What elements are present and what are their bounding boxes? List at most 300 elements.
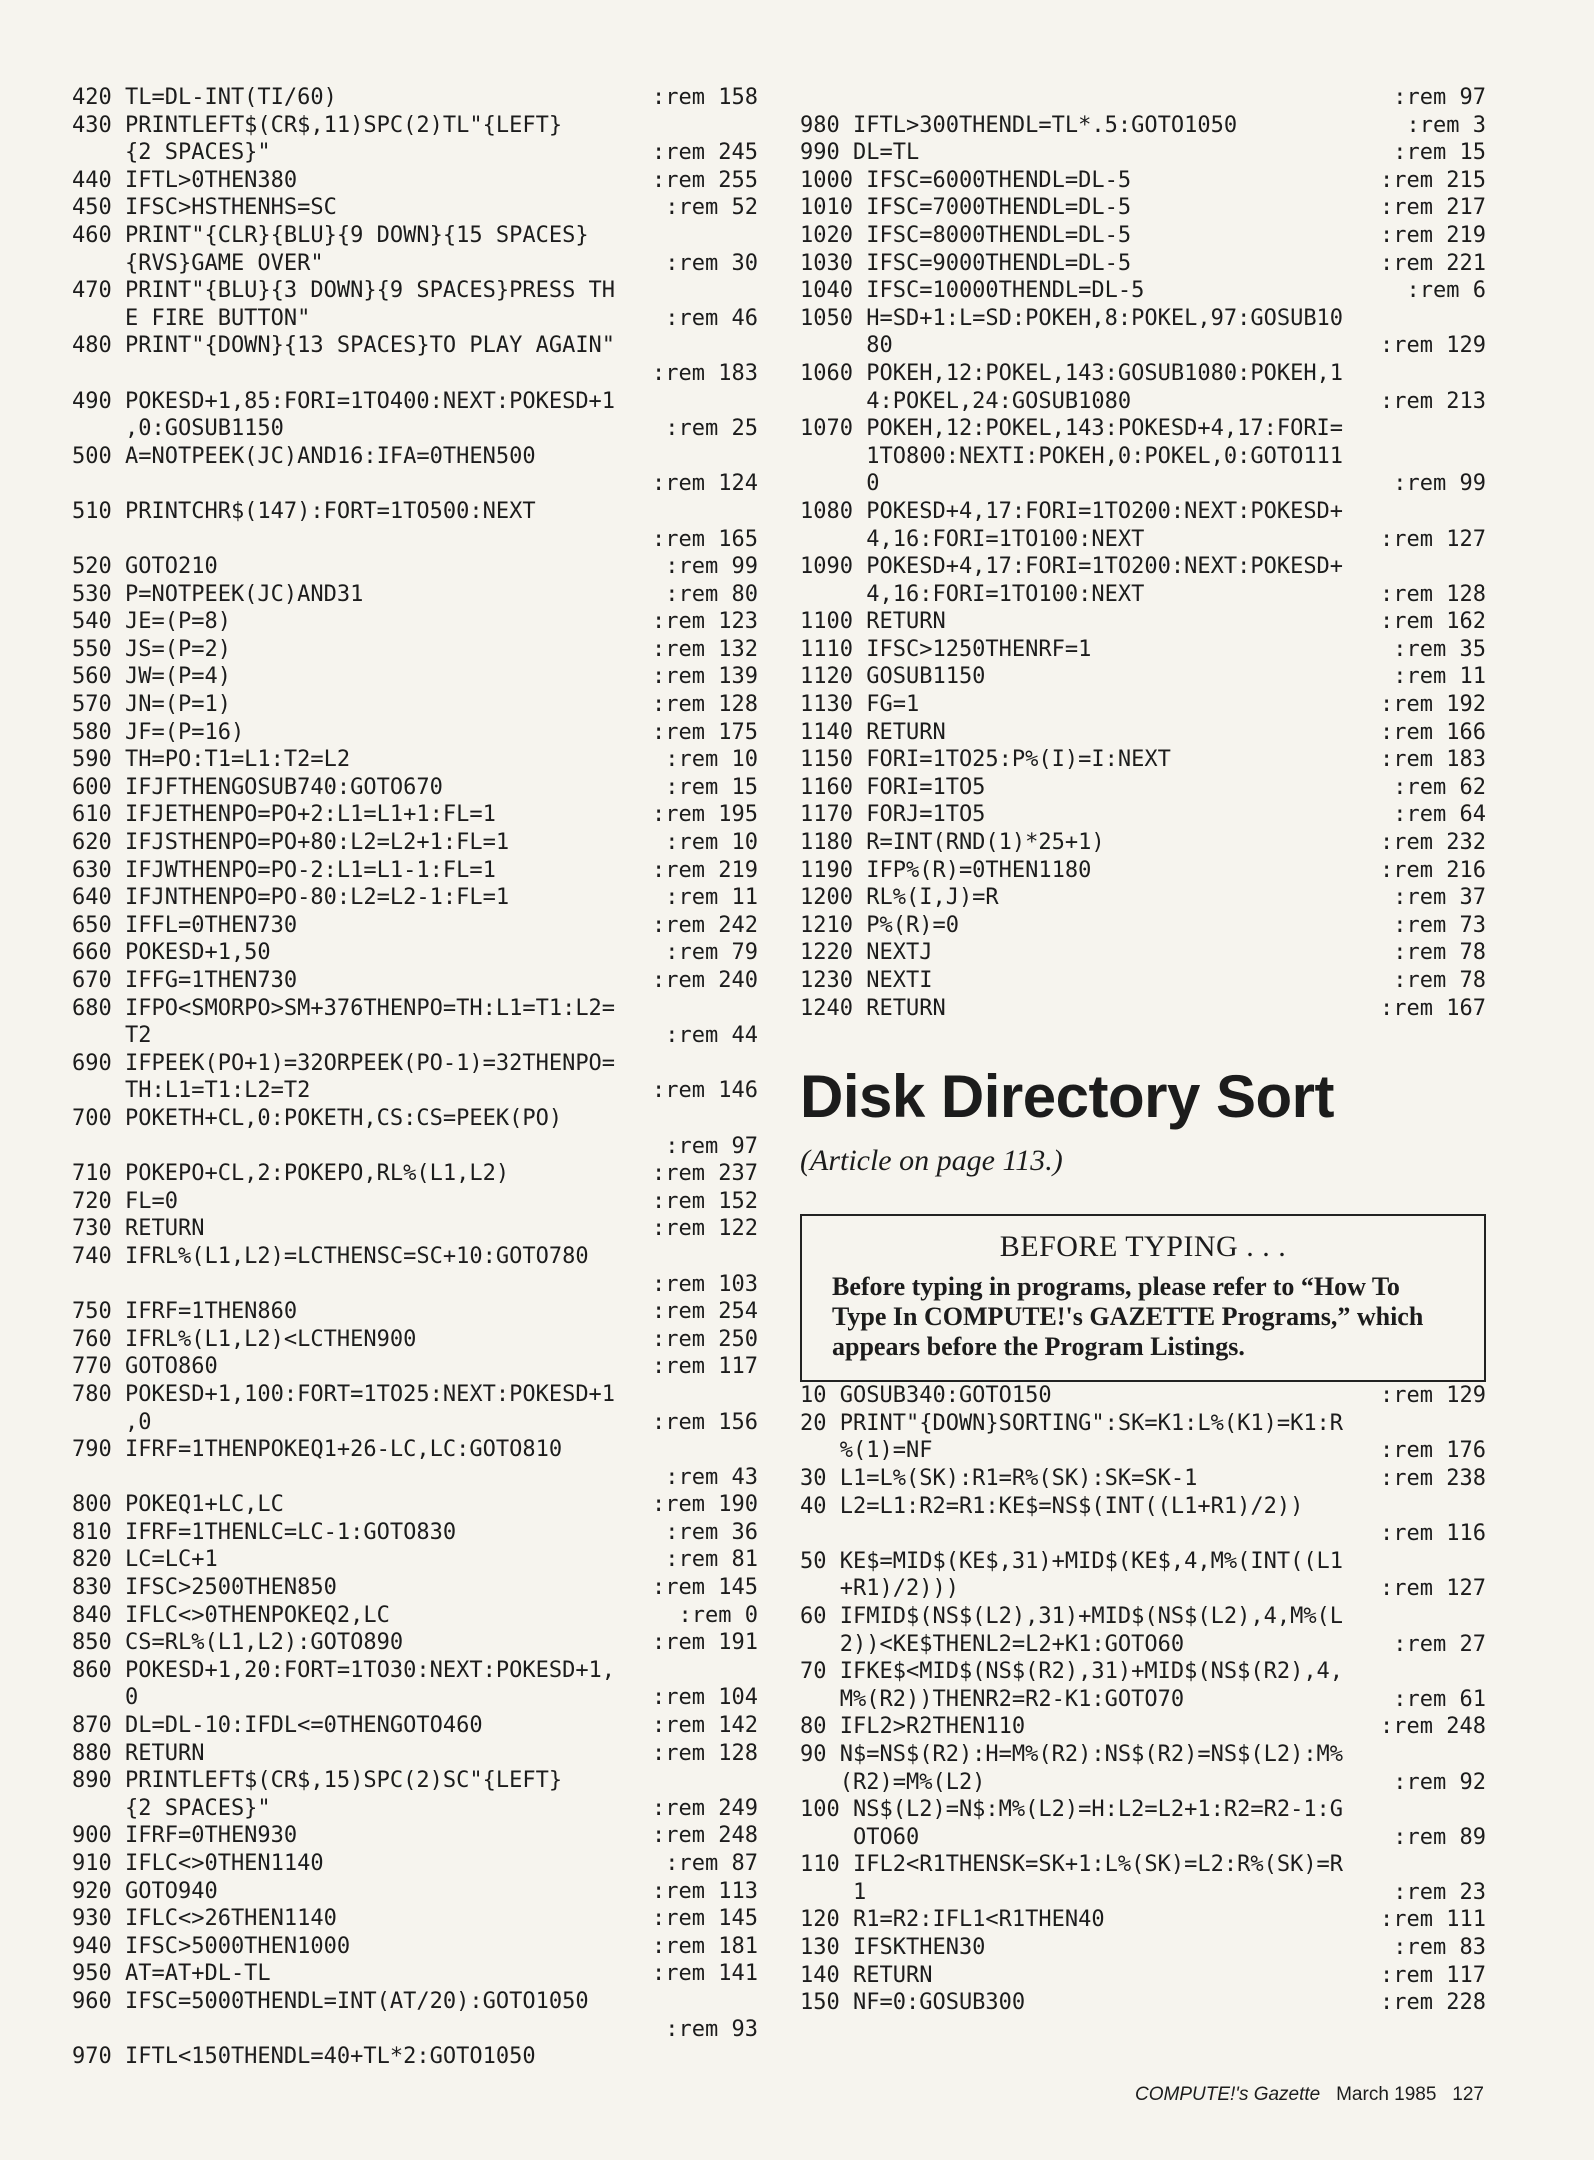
footer-magazine: COMPUTE!'s Gazette: [1135, 2084, 1321, 2105]
listing-line: [72, 139, 758, 167]
listing-line: [72, 1602, 758, 1630]
listing-line: [800, 167, 1486, 195]
code-text: 940 IFSC>5000THEN1000: [72, 1933, 351, 1959]
checksum-rem: :rem 80: [665, 581, 758, 607]
code-text: 710 POKEPO+CL,2:POKEPO,RL%(L1,L2): [72, 1161, 510, 1187]
code-text: 520 GOTO210: [72, 554, 218, 580]
listing-line: [72, 1050, 758, 1078]
code-text: 150 NF=0:GOSUB300: [800, 1990, 1026, 2016]
before-typing-heading: BEFORE TYPING . . .: [999, 1230, 1287, 1264]
code-text: 1110 IFSC>1250THENRF=1: [800, 636, 1092, 662]
code-text: 20 PRINT"{DOWN}SORTING":SK=K1:L%(K1)=K1:R: [800, 1410, 1344, 1436]
checksum-rem: :rem 99: [1393, 471, 1486, 497]
code-text: 850 CS=RL%(L1,L2):GOTO890: [72, 1630, 404, 1656]
listing-line: [72, 388, 758, 416]
checksum-rem: :rem 250: [652, 1326, 758, 1352]
checksum-rem: :rem 27: [1393, 1631, 1486, 1657]
listing-line: [72, 1850, 758, 1878]
listing-line: [72, 250, 758, 278]
checksum-rem: :rem 145: [652, 1906, 758, 1932]
code-text: 1160 FORI=1TO5: [800, 774, 986, 800]
article-page-reference: (Article on page 113.): [800, 1144, 1063, 1178]
code-text: OTO60: [800, 1824, 920, 1850]
listing-line: [800, 498, 1486, 526]
listing-line: [800, 995, 1486, 1023]
listing-line: [800, 1520, 1486, 1548]
program-listing-right: [800, 84, 1486, 1022]
listing-line: [72, 1878, 758, 1906]
code-text: 0: [800, 471, 880, 497]
listing-line: [800, 719, 1486, 747]
code-text: 80 IFL2>R2THEN110: [800, 1714, 1026, 1740]
right-column: [800, 84, 1486, 2017]
code-text: 1090 POKESD+4,17:FORI=1TO200:NEXT:POKESD+: [800, 554, 1344, 580]
listing-line: [72, 912, 758, 940]
listing-line: [800, 1493, 1486, 1521]
code-text: 970 IFTL<150THENDL=40+TL*2:GOTO1050: [72, 2044, 536, 2070]
checksum-rem: :rem 191: [652, 1630, 758, 1656]
code-text: 540 JE=(P=8): [72, 609, 231, 635]
checksum-rem: :rem 99: [665, 554, 758, 580]
listing-line: [72, 1022, 758, 1050]
code-text: 610 IFJETHENPO=PO+2:L1=L1+1:FL=1: [72, 802, 496, 828]
listing-line: [800, 112, 1486, 140]
code-text: 1130 FG=1: [800, 692, 920, 718]
checksum-rem: :rem 176: [1380, 1438, 1486, 1464]
code-text: 0: [72, 1685, 139, 1711]
checksum-rem: :rem 141: [652, 1961, 758, 1987]
code-text: 1000 IFSC=6000THENDL=DL-5: [800, 167, 1132, 193]
code-text: E FIRE BUTTON": [72, 305, 311, 331]
code-text: 500 A=NOTPEEK(JC)AND16:IFA=0THEN500: [72, 443, 536, 469]
checksum-rem: :rem 111: [1380, 1907, 1486, 1933]
code-text: 910 IFLC<>0THEN1140: [72, 1851, 324, 1876]
checksum-rem: :rem 117: [1380, 1962, 1486, 1988]
checksum-rem: :rem 242: [652, 912, 758, 938]
listing-line: [800, 1741, 1486, 1769]
listing-line: [800, 1437, 1486, 1465]
listing-line: [800, 1769, 1486, 1797]
listing-line: [800, 1603, 1486, 1631]
checksum-rem: :rem 10: [665, 747, 758, 773]
code-text: %(1)=NF: [800, 1438, 933, 1464]
checksum-rem: :rem 123: [652, 609, 758, 635]
listing-line: [800, 1824, 1486, 1852]
code-text: 1190 IFP%(R)=0THEN1180: [800, 857, 1092, 883]
checksum-rem: :rem 195: [652, 802, 758, 828]
checksum-rem: :rem 23: [1393, 1879, 1486, 1905]
listing-line: [72, 1243, 758, 1271]
checksum-rem: :rem 117: [652, 1354, 758, 1380]
checksum-rem: :rem 10: [665, 830, 758, 856]
listing-line: [800, 250, 1486, 278]
code-text: 420 TL=DL-INT(TI/60): [72, 85, 337, 110]
code-text: 840 IFLC<>0THENPOKEQ2,LC: [72, 1602, 390, 1628]
checksum-rem: :rem 87: [665, 1851, 758, 1876]
page-footer: [1135, 2084, 1484, 2106]
left-column: [72, 84, 758, 2071]
checksum-rem: :rem 142: [652, 1713, 758, 1739]
listing-line: [800, 526, 1486, 554]
checksum-rem: :rem 36: [665, 1519, 758, 1545]
checksum-rem: :rem 216: [1380, 857, 1486, 883]
checksum-rem: :rem 52: [665, 195, 758, 221]
checksum-rem: :rem 249: [652, 1795, 758, 1821]
listing-line: [800, 1796, 1486, 1824]
listing-line: [800, 194, 1486, 222]
code-text: TH:L1=T1:L2=T2: [72, 1078, 311, 1104]
listing-line: [800, 608, 1486, 636]
code-text: 1040 IFSC=10000THENDL=DL-5: [800, 278, 1145, 304]
checksum-rem: :rem 248: [652, 1823, 758, 1849]
code-text: 480 PRINT"{DOWN}{13 SPACES}TO PLAY AGAIN": [72, 333, 616, 359]
checksum-rem: :rem 113: [652, 1878, 758, 1904]
listing-line: [72, 498, 758, 526]
listing-line: [72, 1326, 758, 1354]
listing-line: [72, 719, 758, 747]
code-text: 4,16:FORI=1TO100:NEXT: [800, 526, 1145, 552]
listing-line: [72, 1409, 758, 1437]
listing-line: [72, 1436, 758, 1464]
listing-line: [800, 1410, 1486, 1438]
listing-line: [800, 415, 1486, 443]
listing-line: [72, 939, 758, 967]
listing-line: [72, 967, 758, 995]
listing-line: [72, 1740, 758, 1768]
listing-line: [72, 1298, 758, 1326]
code-text: {2 SPACES}": [72, 1795, 271, 1821]
listing-line: [72, 332, 758, 360]
listing-line: [800, 1851, 1486, 1879]
listing-line: [72, 1684, 758, 1712]
listing-line: [800, 360, 1486, 388]
listing-line: [800, 1906, 1486, 1934]
checksum-rem: :rem 232: [1380, 830, 1486, 856]
listing-line: [800, 746, 1486, 774]
listing-line: [72, 1988, 758, 2016]
listing-line: [800, 1631, 1486, 1659]
checksum-rem: :rem 97: [1393, 85, 1486, 110]
code-text: 580 JF=(P=16): [72, 719, 245, 745]
code-text: 960 IFSC=5000THENDL=INT(AT/20):GOTO1050: [72, 1988, 589, 2014]
listing-line: [800, 829, 1486, 857]
article-title: Disk Directory Sort: [800, 1063, 1335, 1131]
checksum-rem: :rem 254: [652, 1299, 758, 1325]
code-text: 810 IFRF=1THENLC=LC-1:GOTO830: [72, 1519, 457, 1545]
listing-line: [72, 1574, 758, 1602]
checksum-rem: :rem 37: [1393, 885, 1486, 911]
listing-line: [72, 1215, 758, 1243]
code-text: 870 DL=DL-10:IFDL<=0THENGOTO460: [72, 1713, 483, 1739]
checksum-rem: :rem 238: [1380, 1465, 1486, 1491]
listing-line: [72, 691, 758, 719]
checksum-rem: :rem 43: [665, 1464, 758, 1490]
listing-line: [72, 443, 758, 471]
checksum-rem: :rem 213: [1380, 388, 1486, 414]
listing-line: [72, 1381, 758, 1409]
before-typing-box: [800, 1214, 1486, 1382]
checksum-rem: :rem 0: [678, 1602, 758, 1628]
code-text: 60 IFMID$(NS$(L2),31)+MID$(NS$(L2),4,M%(L: [800, 1603, 1344, 1629]
listing-line: [72, 1160, 758, 1188]
checksum-rem: :rem 35: [1393, 636, 1486, 662]
code-text: 900 IFRF=0THEN930: [72, 1823, 298, 1849]
listing-line: [800, 84, 1486, 112]
listing-line: [800, 967, 1486, 995]
listing-line: [72, 1933, 758, 1961]
footer-page-number: 127: [1452, 2084, 1484, 2105]
checksum-rem: :rem 25: [665, 416, 758, 442]
listing-line: [72, 360, 758, 388]
checksum-rem: :rem 181: [652, 1933, 758, 1959]
code-text: 1210 P%(R)=0: [800, 912, 959, 938]
checksum-rem: :rem 97: [665, 1133, 758, 1159]
checksum-rem: :rem 162: [1380, 609, 1486, 635]
code-text: 1100 RETURN: [800, 609, 946, 635]
listing-line: [72, 2016, 758, 2044]
code-text: 950 AT=AT+DL-TL: [72, 1961, 271, 1987]
code-text: 560 JW=(P=4): [72, 664, 231, 690]
code-text: 690 IFPEEK(PO+1)=32ORPEEK(PO-1)=32THENPO=: [72, 1050, 616, 1076]
checksum-rem: :rem 167: [1380, 995, 1486, 1021]
listing-line: [72, 1657, 758, 1685]
listing-line: [72, 1188, 758, 1216]
checksum-rem: :rem 128: [652, 692, 758, 718]
checksum-rem: :rem 73: [1393, 912, 1486, 938]
checksum-rem: :rem 128: [1380, 581, 1486, 607]
listing-line: [800, 1465, 1486, 1493]
checksum-rem: :rem 156: [652, 1409, 758, 1435]
code-text: 10 GOSUB340:GOTO150: [800, 1383, 1052, 1409]
checksum-rem: :rem 221: [1380, 250, 1486, 276]
code-text: 120 R1=R2:IFL1<R1THEN40: [800, 1907, 1105, 1933]
code-text: 530 P=NOTPEEK(JC)AND31: [72, 581, 364, 607]
listing-line: [72, 857, 758, 885]
code-text: 1150 FORI=1TO25:P%(I)=I:NEXT: [800, 747, 1171, 773]
listing-line: [72, 884, 758, 912]
listing-line: [800, 636, 1486, 664]
listing-line: [72, 636, 758, 664]
listing-line: [72, 84, 758, 112]
listing-line: [800, 581, 1486, 609]
code-text: 110 IFL2<R1THENSK=SK+1:L%(SK)=L2:R%(SK)=R: [800, 1852, 1344, 1878]
checksum-rem: :rem 61: [1393, 1686, 1486, 1712]
listing-line: [72, 1629, 758, 1657]
code-text: 30 L1=L%(SK):R1=R%(SK):SK=SK-1: [800, 1465, 1198, 1491]
code-text: 890 PRINTLEFT$(CR$,15)SPC(2)SC"{LEFT}: [72, 1768, 563, 1794]
listing-line: [72, 829, 758, 857]
code-text: 640 IFJNTHENPO=PO-80:L2=L2-1:FL=1: [72, 885, 510, 911]
listing-line: [72, 1271, 758, 1299]
code-text: 440 IFTL>0THEN380: [72, 167, 298, 193]
listing-line: [800, 305, 1486, 333]
listing-line: [72, 608, 758, 636]
code-text: 800 POKEQ1+LC,LC: [72, 1492, 284, 1518]
code-text: 760 IFRL%(L1,L2)<LCTHEN900: [72, 1326, 417, 1352]
listing-line: [800, 801, 1486, 829]
code-text: 130 IFSKTHEN30: [800, 1935, 986, 1961]
checksum-rem: :rem 183: [1380, 747, 1486, 773]
checksum-rem: :rem 3: [1406, 112, 1486, 138]
checksum-rem: :rem 15: [1393, 140, 1486, 166]
code-text: 730 RETURN: [72, 1216, 205, 1242]
listing-line: [800, 332, 1486, 360]
listing-line: [72, 1960, 758, 1988]
checksum-rem: :rem 165: [652, 526, 758, 552]
checksum-rem: :rem 89: [1393, 1824, 1486, 1850]
code-text: 620 IFJSTHENPO=PO+80:L2=L2+1:FL=1: [72, 830, 510, 856]
code-text: 1020 IFSC=8000THENDL=DL-5: [800, 222, 1132, 248]
checksum-rem: :rem 93: [665, 2016, 758, 2042]
code-text: 1060 POKEH,12:POKEL,143:GOSUB1080:POKEH,1: [800, 360, 1344, 386]
code-text: 680 IFPO<SMORPO>SM+376THENPO=TH:L1=T1:L2=: [72, 995, 616, 1021]
code-text: 550 JS=(P=2): [72, 636, 231, 662]
code-text: 930 IFLC<>26THEN1140: [72, 1906, 337, 1932]
code-text: 1140 RETURN: [800, 719, 946, 745]
code-text: 4,16:FORI=1TO100:NEXT: [800, 581, 1145, 607]
code-text: 1180 R=INT(RND(1)*25+1): [800, 830, 1105, 856]
listing-line: [72, 1822, 758, 1850]
checksum-rem: :rem 183: [652, 360, 758, 386]
listing-line: [72, 1712, 758, 1740]
code-text: 1220 NEXTJ: [800, 940, 933, 966]
code-text: 1120 GOSUB1150: [800, 664, 986, 690]
listing-line: [72, 1546, 758, 1574]
listing-line: [72, 194, 758, 222]
checksum-rem: :rem 129: [1380, 1383, 1486, 1409]
listing-line: [800, 884, 1486, 912]
checksum-rem: :rem 92: [1393, 1769, 1486, 1795]
code-text: 1080 POKESD+4,17:FORI=1TO200:NEXT:POKESD+: [800, 498, 1344, 524]
listing-line: [72, 167, 758, 195]
listing-line: [72, 526, 758, 554]
code-text: 700 POKETH+CL,0:POKETH,CS:CS=PEEK(PO): [72, 1105, 563, 1131]
code-text: 1010 IFSC=7000THENDL=DL-5: [800, 195, 1132, 221]
code-text: 590 TH=PO:T1=L1:T2=L2: [72, 747, 351, 773]
checksum-rem: :rem 122: [652, 1216, 758, 1242]
listing-line: [72, 1905, 758, 1933]
checksum-rem: :rem 217: [1380, 195, 1486, 221]
checksum-rem: :rem 103: [652, 1271, 758, 1297]
checksum-rem: :rem 245: [652, 140, 758, 166]
code-text: 670 IFFG=1THEN730: [72, 968, 298, 993]
listing-line: [800, 1548, 1486, 1576]
code-text: 570 JN=(P=1): [72, 692, 231, 718]
listing-line: [800, 663, 1486, 691]
code-text: 880 RETURN: [72, 1740, 205, 1766]
code-text: 920 GOTO940: [72, 1878, 218, 1904]
code-text: +R1)/2))): [800, 1576, 959, 1602]
checksum-rem: :rem 240: [652, 968, 758, 993]
listing-line: [72, 112, 758, 140]
listing-line: [72, 1767, 758, 1795]
code-text: ,0: [72, 1409, 152, 1435]
listing-line: [800, 1658, 1486, 1686]
code-text: 980 IFTL>300THENDL=TL*.5:GOTO1050: [800, 112, 1238, 138]
checksum-rem: :rem 255: [652, 167, 758, 193]
checksum-rem: :rem 127: [1380, 1576, 1486, 1602]
listing-line: [72, 305, 758, 333]
listing-line: [72, 1077, 758, 1105]
checksum-rem: :rem 15: [665, 774, 758, 800]
code-text: {2 SPACES}": [72, 140, 271, 166]
code-text: 630 IFJWTHENPO=PO-2:L1=L1-1:FL=1: [72, 857, 496, 883]
listing-line: [72, 553, 758, 581]
checksum-rem: :rem 146: [652, 1078, 758, 1104]
code-text: 770 GOTO860: [72, 1354, 218, 1380]
listing-line: [800, 774, 1486, 802]
checksum-rem: :rem 132: [652, 636, 758, 662]
listing-line: [800, 857, 1486, 885]
code-text: 830 IFSC>2500THEN850: [72, 1575, 337, 1601]
code-text: 790 IFRF=1THENPOKEQ1+26-LC,LC:GOTO810: [72, 1437, 563, 1463]
checksum-rem: :rem 81: [665, 1547, 758, 1573]
program-listing-disk-directory-sort: [800, 1382, 1486, 2017]
listing-line: [72, 1133, 758, 1161]
checksum-rem: :rem 46: [665, 305, 758, 331]
checksum-rem: :rem 116: [1380, 1521, 1486, 1547]
listing-line: [72, 1464, 758, 1492]
code-text: 40 L2=L1:R2=R1:KE$=NS$(INT((L1+R1)/2)): [800, 1493, 1304, 1519]
listing-line: [72, 1105, 758, 1133]
code-text: (R2)=M%(L2): [800, 1769, 986, 1795]
checksum-rem: :rem 78: [1393, 968, 1486, 993]
checksum-rem: :rem 129: [1380, 333, 1486, 359]
listing-line: [800, 691, 1486, 719]
code-text: 90 N$=NS$(R2):H=M%(R2):NS$(R2)=NS$(L2):M%: [800, 1741, 1344, 1767]
code-text: 50 KE$=MID$(KE$,31)+MID$(KE$,4,M%(INT((L1: [800, 1548, 1344, 1574]
checksum-rem: :rem 248: [1380, 1714, 1486, 1740]
code-text: 1230 NEXTI: [800, 968, 933, 993]
code-text: 1050 H=SD+1:L=SD:POKEH,8:POKEL,97:GOSUB10: [800, 305, 1344, 331]
listing-line: [72, 1353, 758, 1381]
checksum-rem: :rem 44: [665, 1023, 758, 1049]
code-text: 1240 RETURN: [800, 995, 946, 1021]
checksum-rem: :rem 128: [652, 1740, 758, 1766]
checksum-rem: :rem 219: [1380, 222, 1486, 248]
code-text: 600 IFJFTHENGOSUB740:GOTO670: [72, 774, 443, 800]
code-text: M%(R2))THENR2=R2-K1:GOTO70: [800, 1686, 1185, 1712]
code-text: 490 POKESD+1,85:FORI=1TO400:NEXT:POKESD+1: [72, 388, 616, 414]
code-text: 460 PRINT"{CLR}{BLU}{9 DOWN}{15 SPACES}: [72, 222, 589, 248]
checksum-rem: :rem 127: [1380, 526, 1486, 552]
code-text: 430 PRINTLEFT$(CR$,11)SPC(2)TL"{LEFT}: [72, 112, 563, 138]
checksum-rem: :rem 79: [665, 940, 758, 966]
listing-line: [800, 1989, 1486, 2017]
listing-line: [72, 774, 758, 802]
code-text: 1: [800, 1879, 867, 1905]
checksum-rem: :rem 64: [1393, 802, 1486, 828]
code-text: 80: [800, 333, 893, 359]
listing-line: [800, 277, 1486, 305]
listing-line: [72, 415, 758, 443]
code-text: 720 FL=0: [72, 1188, 178, 1214]
checksum-rem: :rem 228: [1380, 1990, 1486, 2016]
checksum-rem: :rem 192: [1380, 692, 1486, 718]
listing-line: [800, 1686, 1486, 1714]
code-text: 1070 POKEH,12:POKEL,143:POKESD+4,17:FORI=: [800, 416, 1344, 442]
listing-line: [72, 581, 758, 609]
listing-line: [72, 470, 758, 498]
listing-line: [800, 1575, 1486, 1603]
checksum-rem: :rem 11: [1393, 664, 1486, 690]
footer-issue: March 1985: [1336, 2084, 1437, 2105]
checksum-rem: :rem 158: [652, 85, 758, 110]
checksum-rem: :rem 152: [652, 1188, 758, 1214]
checksum-rem: :rem 139: [652, 664, 758, 690]
listing-line: [72, 995, 758, 1023]
code-text: 100 NS$(L2)=N$:M%(L2)=H:L2=L2+1:R2=R2-1:G: [800, 1797, 1344, 1823]
